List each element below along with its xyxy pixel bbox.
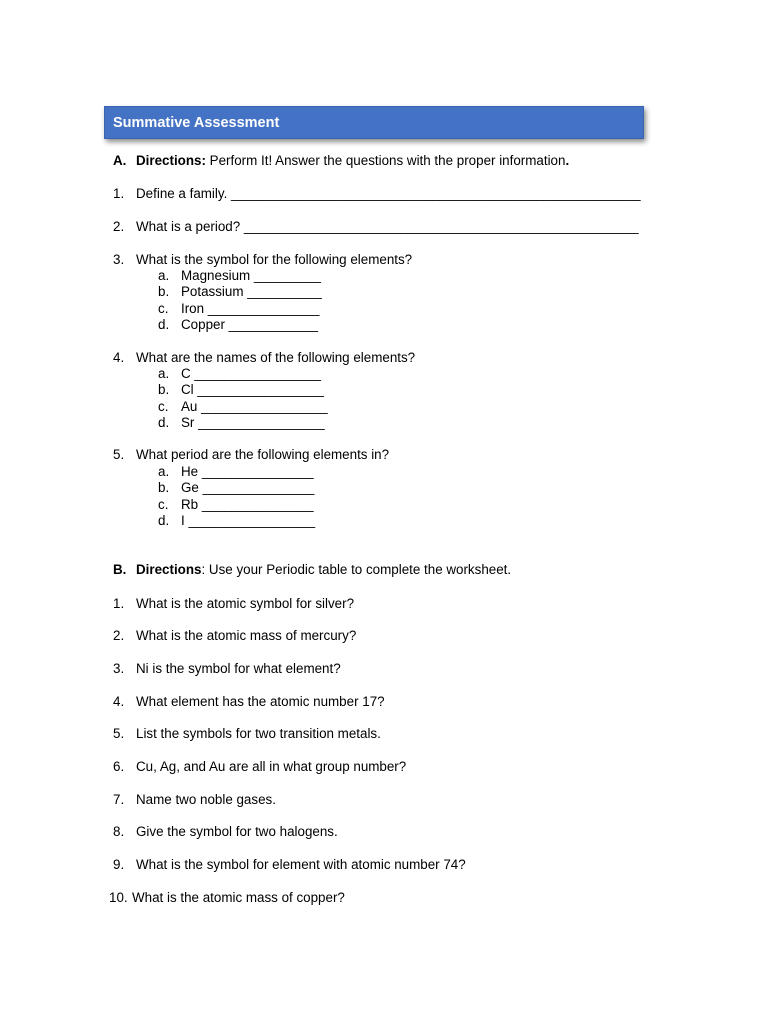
question-number: 5. xyxy=(113,726,125,741)
sub-item-text: Sr _________________ xyxy=(181,415,325,430)
sub-item-letter: c. xyxy=(158,497,169,512)
question-text: Name two noble gases. xyxy=(136,792,276,807)
sub-item-letter: d. xyxy=(158,317,170,332)
sub-item-letter: b. xyxy=(158,382,170,397)
question-number: 5. xyxy=(113,447,125,462)
question-text: Cu, Ag, and Au are all in what group number? xyxy=(136,759,407,774)
question-number: 2. xyxy=(113,628,125,643)
question-text: What element has the atomic number 17? xyxy=(136,694,385,709)
section-b-marker: B. xyxy=(113,562,127,577)
question-text: List the symbols for two transition metals. xyxy=(136,726,381,741)
sub-item-text: Ge _______________ xyxy=(181,480,315,495)
sub-item-letter: a. xyxy=(158,366,170,381)
sub-item-letter: b. xyxy=(158,480,170,495)
directions-text: : Use your Periodic table to complete the worksheet. xyxy=(201,562,512,577)
question-number: 4. xyxy=(113,350,125,365)
question-text: What period are the following elements in? xyxy=(136,447,390,462)
question-text: What is the atomic mass of copper? xyxy=(132,890,345,905)
question-number: 4. xyxy=(113,694,125,709)
sub-item-text: Copper ____________ xyxy=(181,317,319,332)
question-text: Give the symbol for two halogens. xyxy=(136,824,338,839)
question-number: 10. xyxy=(109,890,128,905)
question-number: 3. xyxy=(113,252,125,267)
page-title: Summative Assessment xyxy=(113,115,280,131)
sub-item-letter: c. xyxy=(158,399,169,414)
question-text: Define a family. _______________________________________________________ xyxy=(136,186,641,201)
sub-item-text: Cl _________________ xyxy=(181,382,324,397)
sub-item-text: C _________________ xyxy=(181,366,321,381)
question-text: What are the names of the following elements? xyxy=(136,350,416,365)
directions-label: Directions: xyxy=(136,153,206,168)
directions-label: Directions xyxy=(136,562,202,577)
question-number: 8. xyxy=(113,824,125,839)
sub-item-text: Rb _______________ xyxy=(181,497,314,512)
question-text: What is a period? _____________________________________________________ xyxy=(136,219,639,234)
question-text: What is the symbol for element with atomic number 74? xyxy=(136,857,466,872)
sub-item-text: Iron _______________ xyxy=(181,301,320,316)
question-number: 9. xyxy=(113,857,125,872)
question-text: What is the atomic mass of mercury? xyxy=(136,628,357,643)
question-text: Ni is the symbol for what element? xyxy=(136,661,341,676)
directions-text: Perform It! Answer the questions with the proper information xyxy=(205,153,566,168)
sub-item-text: Au _________________ xyxy=(181,399,328,414)
section-header-bar xyxy=(104,106,644,139)
question-text: What is the symbol for the following elements? xyxy=(136,252,413,267)
question-number: 6. xyxy=(113,759,125,774)
directions-end: . xyxy=(565,153,570,168)
question-number: 1. xyxy=(113,596,125,611)
sub-item-text: He _______________ xyxy=(181,464,314,479)
sub-item-text: Potassium __________ xyxy=(181,284,322,299)
question-number: 2. xyxy=(113,219,125,234)
section-a-directions xyxy=(136,153,569,169)
sub-item-letter: c. xyxy=(158,301,169,316)
question-number: 7. xyxy=(113,792,125,807)
section-b-directions xyxy=(136,562,511,578)
sub-item-letter: b. xyxy=(158,284,170,299)
question-text: What is the atomic symbol for silver? xyxy=(136,596,355,611)
sub-item-text: I _________________ xyxy=(181,513,316,528)
sub-item-text: Magnesium _________ xyxy=(181,268,321,283)
question-number: 1. xyxy=(113,186,125,201)
sub-item-letter: a. xyxy=(158,268,170,283)
sub-item-letter: d. xyxy=(158,415,170,430)
sub-item-letter: d. xyxy=(158,513,170,528)
sub-item-letter: a. xyxy=(158,464,170,479)
section-a-marker: A. xyxy=(113,153,127,168)
question-number: 3. xyxy=(113,661,125,676)
